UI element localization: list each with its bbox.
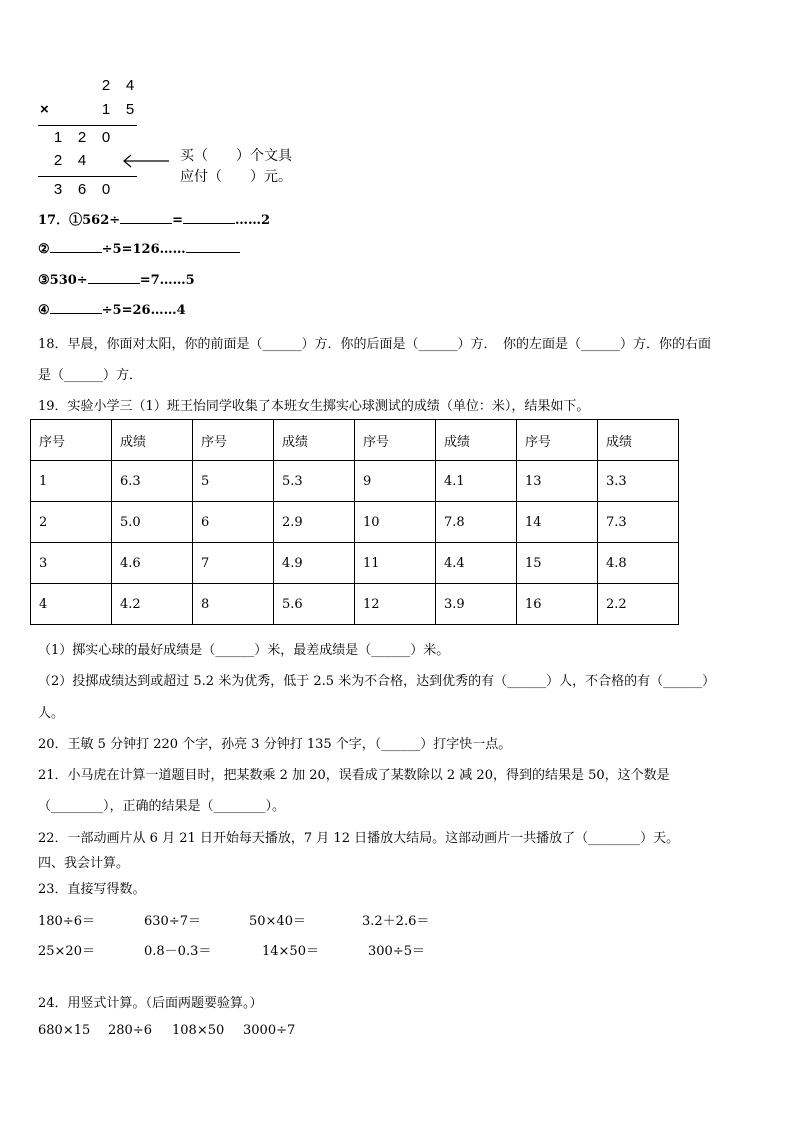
q17-item-3: ③530÷ =7……5: [38, 273, 195, 288]
calc-item: 300÷5＝: [368, 944, 425, 959]
q19-sub-2-line-1: （2）投掷成绩达到或超过 5.2 米为优秀，低于 2.5 米为不合格，达到优秀的有（______）人，不合格的有（______）: [38, 674, 716, 689]
table-cell: 13: [517, 461, 598, 502]
table-cell: 12: [355, 584, 436, 625]
table-cell: 14: [517, 502, 598, 543]
q19-sub-2-line-2: 人。: [38, 706, 65, 721]
calc-line-2: [38, 176, 137, 177]
table-cell: 4.1: [436, 461, 517, 502]
calc-line-1: [38, 125, 137, 126]
scores-table: [30, 419, 679, 625]
table-cell: 2: [31, 502, 112, 543]
table-row: [31, 461, 679, 502]
table-header-cell: 成绩: [598, 420, 679, 461]
table-cell: 11: [355, 543, 436, 584]
q21-line-2: （________），正确的结果是（________）。: [38, 799, 286, 814]
calc-item: 680×15: [38, 1023, 91, 1038]
table-cell: 2.2: [598, 584, 679, 625]
calc-item: 3.2＋2.6＝: [362, 914, 430, 929]
q19-sub-1: （1）掷实心球的最好成绩是（______）米，最差成绩是（______）米。: [38, 643, 450, 658]
table-cell: 5.3: [274, 461, 355, 502]
table-cell: 16: [517, 584, 598, 625]
table-cell: 3.9: [436, 584, 517, 625]
table-cell: 6.3: [112, 461, 193, 502]
section-4-heading: 四、我会计算。: [38, 856, 130, 871]
answer-blank[interactable]: [50, 240, 102, 253]
table-cell: 5.0: [112, 502, 193, 543]
table-cell: 2.9: [274, 502, 355, 543]
table-cell: 8: [193, 584, 274, 625]
calc-item: 630÷7＝: [144, 914, 201, 929]
table-cell: 3: [31, 543, 112, 584]
table-cell: 10: [355, 502, 436, 543]
table-row: [31, 502, 679, 543]
table-cell: 4.9: [274, 543, 355, 584]
q22: 22．一部动画片从 6 月 21 日开始每天播放，7 月 12 日播放大结局。这部动画片一共播放了（________）天。: [38, 831, 680, 846]
table-cell: 5.6: [274, 584, 355, 625]
partial-product-2: 2 4: [53, 152, 87, 169]
table-row: [31, 543, 679, 584]
table-header-cell: 成绩: [436, 420, 517, 461]
q17-item-2: ② ÷5=126……: [38, 240, 240, 257]
table-header-cell: 序号: [31, 420, 112, 461]
calc-item: 0.8－0.3＝: [144, 944, 212, 959]
table-cell: 5: [193, 461, 274, 502]
calc-item: 25×20＝: [38, 944, 95, 959]
table-cell: 6: [193, 502, 274, 543]
partial-product-1: 1 2 0: [53, 129, 111, 146]
q19-intro: 19．实验小学三（1）班王怡同学收集了本班女生掷实心球测试的成绩（单位：米），结果如下。: [38, 399, 590, 414]
q18-line-1: 18．早晨，你面对太阳，你的前面是（______）方．你的后面是（______）方． 你的左面是（______）方．你的右面: [38, 337, 712, 352]
table-header-cell: 序号: [355, 420, 436, 461]
calc-item: 3000÷7: [243, 1023, 296, 1038]
table-cell: 7.8: [436, 502, 517, 543]
table-cell: 4.6: [112, 543, 193, 584]
table-cell: 1: [31, 461, 112, 502]
table-cell: 4.4: [436, 543, 517, 584]
operator: ×: [40, 101, 49, 118]
table-cell: 7: [193, 543, 274, 584]
answer-blank[interactable]: [50, 301, 102, 314]
table-header-cell: 序号: [517, 420, 598, 461]
table-cell: 15: [517, 543, 598, 584]
note-line-1: 买（ ）个文具: [180, 148, 292, 164]
answer-blank[interactable]: [186, 240, 240, 253]
calc-item: 180÷6＝: [38, 914, 95, 929]
calc-item: 280÷6: [108, 1023, 152, 1038]
calc-item: 108×50: [172, 1023, 225, 1038]
arrow-left-icon: [121, 154, 171, 168]
q20: 20．王敏 5 分钟打 220 个字，孙亮 3 分钟打 135 个字，（______）打字快一点。: [38, 737, 512, 752]
q17-item-4: ④ ÷5=26……4: [38, 303, 186, 318]
answer-blank[interactable]: [183, 211, 235, 224]
table-header-cell: 序号: [193, 420, 274, 461]
table-cell: 4: [31, 584, 112, 625]
table-cell: 9: [355, 461, 436, 502]
table-cell: 4.2: [112, 584, 193, 625]
answer-blank[interactable]: [120, 211, 172, 224]
q18-line-2: 是（______）方．: [38, 368, 143, 383]
q17-item-1: 17．①562÷ = ……2: [38, 213, 271, 228]
table-cell: 3.3: [598, 461, 679, 502]
q21-line-1: 21．小马虎在计算一道题目时，把某数乘 2 加 20，误看成了某数除以 2 减 20，得到的结果是 50，这个数是: [38, 768, 670, 783]
calc-item: 50×40＝: [249, 914, 306, 929]
answer-blank[interactable]: [88, 271, 140, 284]
table-header-row: [31, 420, 679, 461]
table-cell: 4.8: [598, 543, 679, 584]
table-header-cell: 成绩: [112, 420, 193, 461]
multiplicand-row: 2 4: [101, 77, 135, 94]
table-header-cell: 成绩: [274, 420, 355, 461]
q24-title: 24．用竖式计算。（后面两题要验算。）: [38, 996, 263, 1011]
q23-title: 23．直接写得数。: [38, 882, 146, 897]
multiplier-row: 1 5: [101, 101, 135, 118]
calc-item: 14×50＝: [262, 944, 319, 959]
table-cell: 7.3: [598, 502, 679, 543]
note-line-2: 应付（ ）元。: [180, 169, 292, 185]
table-row: [31, 584, 679, 625]
product-row: 3 6 0: [53, 181, 111, 198]
